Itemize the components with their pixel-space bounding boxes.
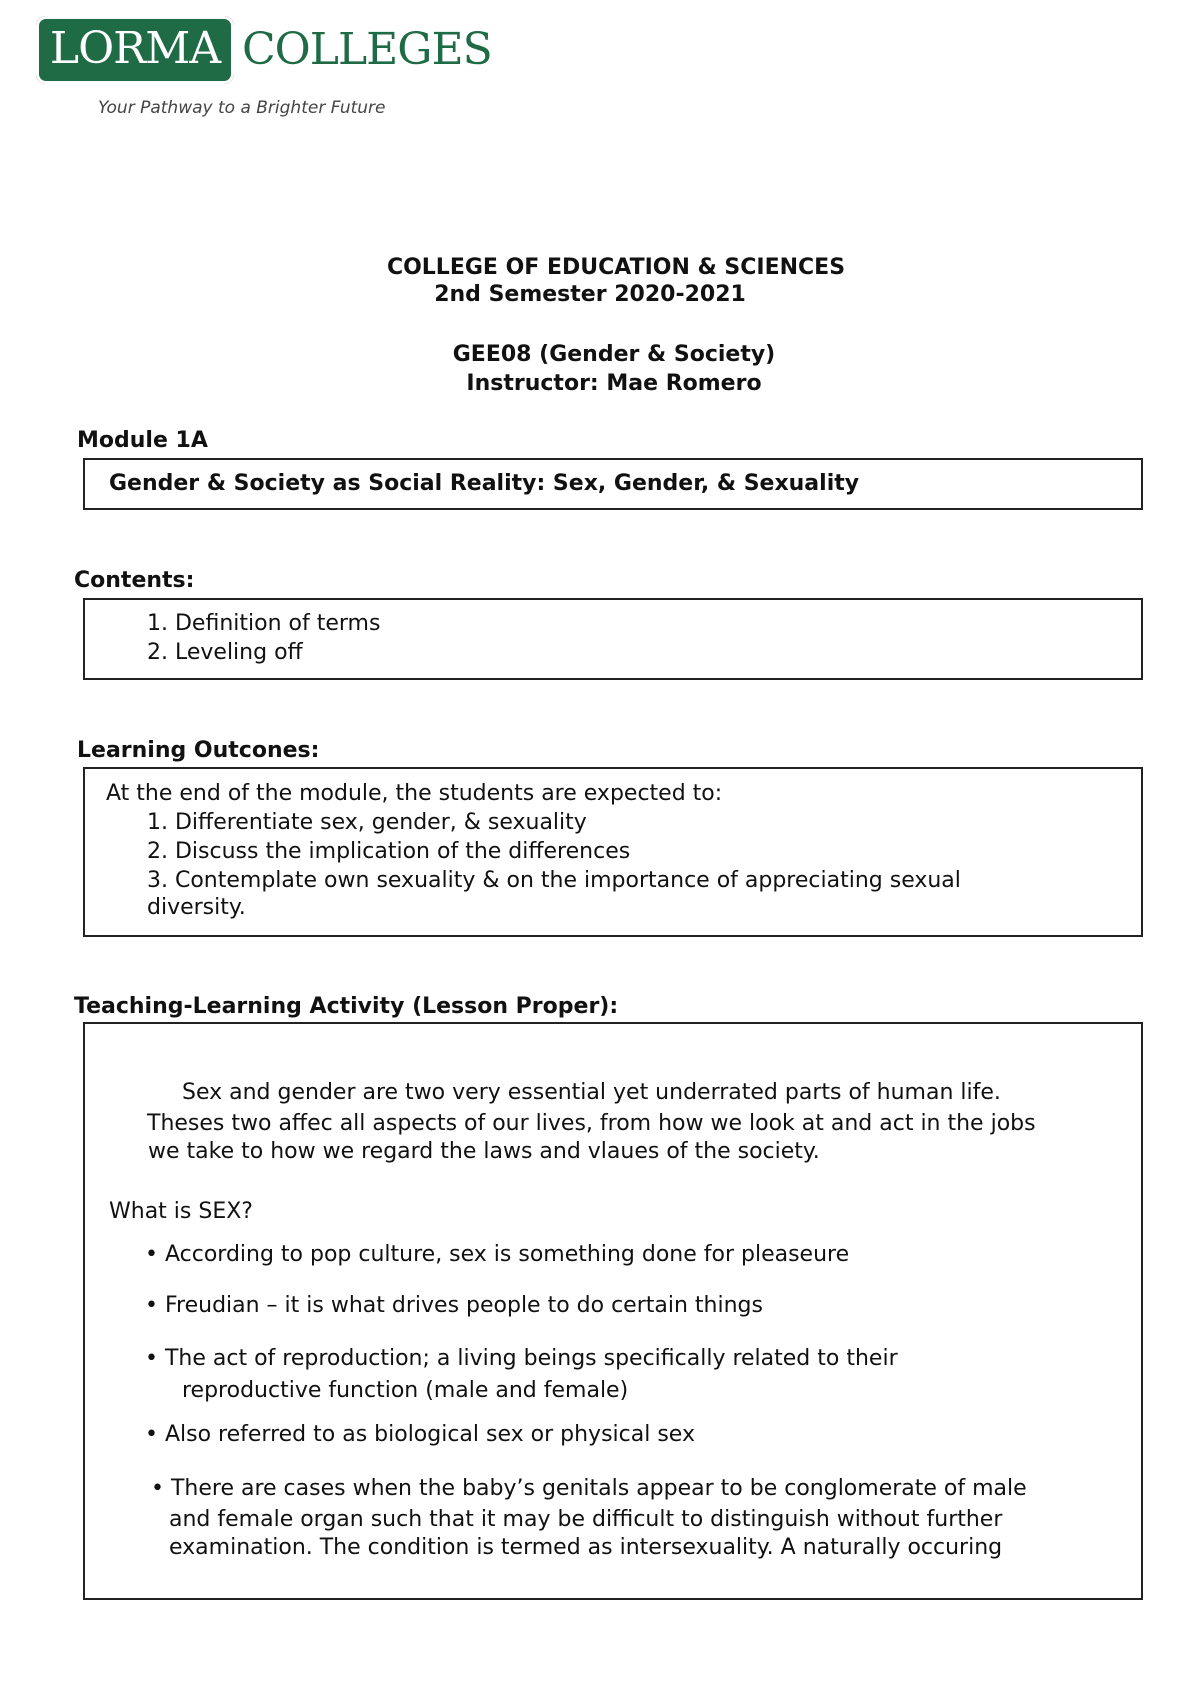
lesson-bullet: • The act of reproduction; a living beings specifically related to their (145, 1346, 898, 1371)
lesson-bullet: • Also referred to as biological sex or physical sex (145, 1422, 695, 1447)
contents-item: 1. Definition of terms (147, 611, 381, 636)
lesson-label: Teaching-Learning Activity (Lesson Proper): (74, 994, 619, 1019)
outcome-item-continued: diversity. (147, 895, 246, 920)
instructor-heading: Instructor: Mae Romero (466, 371, 762, 396)
outcome-item: 1. Differentiate sex, gender, & sexuality (147, 810, 587, 835)
module-label: Module 1A (77, 428, 208, 453)
lesson-bullet: • According to pop culture, sex is something done for pleaseure (145, 1242, 850, 1267)
logo-tagline: Your Pathway to a Brighter Future (98, 98, 386, 118)
outcomes-intro: At the end of the module, the students are expected to: (106, 781, 723, 806)
lesson-intro-line: we take to how we regard the laws and vlaues of the society. (148, 1139, 820, 1164)
outcomes-box (83, 767, 1143, 937)
lesson-question: What is SEX? (109, 1199, 253, 1224)
lesson-bullet: • There are cases when the baby’s genitals appear to be conglomerate of male (151, 1476, 1027, 1501)
lesson-bullet-continued: reproductive function (male and female) (182, 1378, 629, 1403)
module-title: Gender & Society as Social Reality: Sex, Gender, & Sexuality (109, 471, 860, 496)
lesson-intro-line: Theses two affec all aspects of our lives, from how we look at and act in the jobs (147, 1111, 1036, 1136)
logo-wordmark: COLLEGES (242, 24, 492, 75)
college-heading: COLLEGE OF EDUCATION & SCIENCES (386, 255, 846, 280)
college-logo (36, 14, 506, 124)
logo-badge-text: LORMA (49, 22, 221, 74)
contents-box (83, 598, 1143, 680)
lesson-box (83, 1022, 1143, 1600)
lesson-bullet-continued: examination. The condition is termed as intersexuality. A naturally occuring (169, 1535, 1003, 1560)
module-title-box (83, 458, 1143, 510)
lesson-bullet: • Freudian – it is what drives people to do certain things (145, 1293, 763, 1318)
contents-label: Contents: (74, 568, 195, 593)
outcome-item: 3. Contemplate own sexuality & on the importance of appreciating sexual (147, 868, 961, 893)
lesson-bullet-continued: and female organ such that it may be difficult to distinguish without further (169, 1507, 1003, 1532)
contents-item: 2. Leveling off (147, 640, 303, 665)
lesson-intro-line: Sex and gender are two very essential yet underrated parts of human life. (182, 1080, 1001, 1105)
outcome-item: 2. Discuss the implication of the differences (147, 839, 631, 864)
course-heading: GEE08 (Gender & Society) (452, 342, 776, 367)
outcomes-label: Learning Outcones: (77, 738, 320, 763)
semester-heading: 2nd Semester 2020-2021 (434, 282, 746, 307)
